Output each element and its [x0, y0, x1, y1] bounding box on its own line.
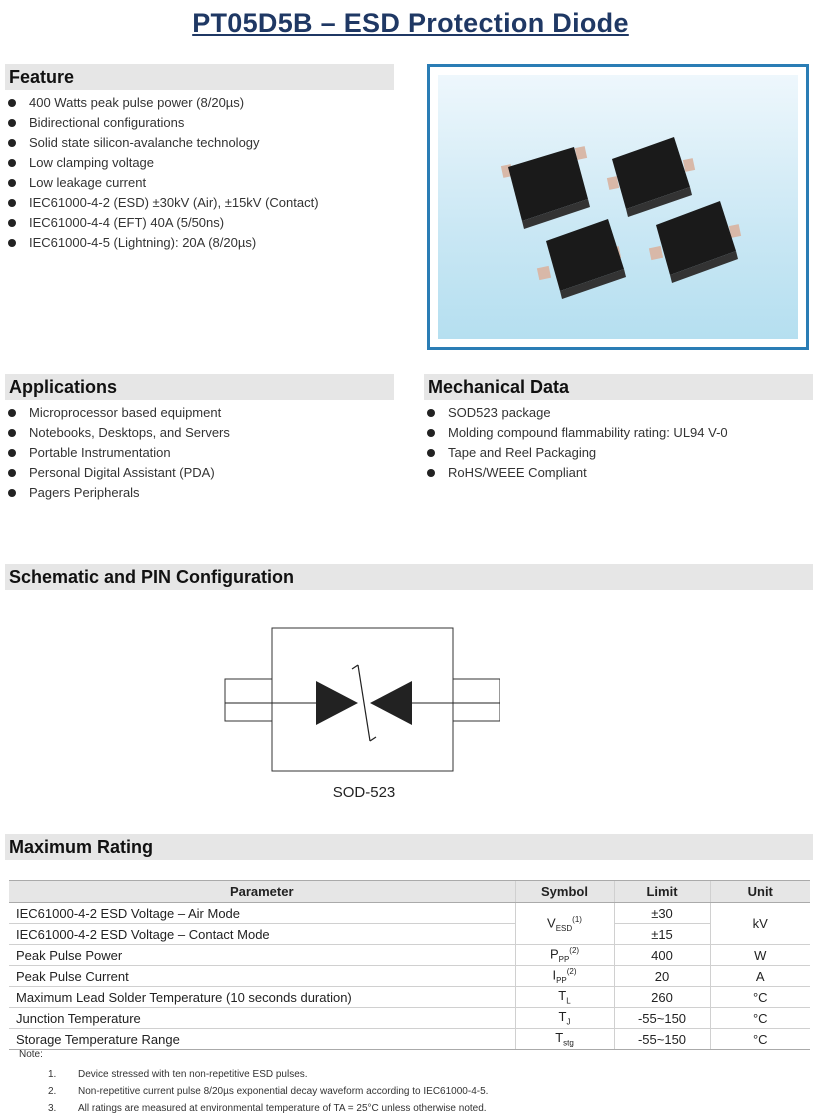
table-row [9, 987, 810, 1008]
note-item: 2. Non-repetitive current pulse 8/20µs exponential decay waveform according to IEC61000-4-5. [48, 1086, 489, 1097]
column-header: Symbol [515, 881, 614, 903]
tvs-bar [358, 665, 370, 741]
unit-cell: A [710, 966, 810, 987]
unit-cell: °C [710, 1008, 810, 1029]
table-header-row [9, 881, 810, 903]
param-cell: Peak Pulse Power [9, 945, 515, 966]
param-cell: Storage Temperature Range [9, 1029, 515, 1050]
limit-cell: 20 [614, 966, 710, 987]
list-item: Pagers Peripherals [5, 483, 405, 503]
notes-list [48, 1066, 488, 1117]
table-row [9, 945, 810, 966]
list-item: IEC61000-4-4 (EFT) 40A (5/50ns) [5, 213, 405, 233]
list-item: IEC61000-4-2 (ESD) ±30kV (Air), ±15kV (Contact) [5, 193, 405, 213]
limit-cell: ±30 [614, 903, 710, 924]
note-item: 1. Device stressed with ten non-repetitive ESD pulses. [48, 1069, 308, 1080]
list-item: Bidirectional configurations [5, 113, 405, 133]
max-rating-heading: Maximum Rating [5, 834, 813, 860]
chip-1 [501, 146, 590, 229]
applications-list [5, 403, 405, 503]
list-item: RoHS/WEEE Compliant [424, 463, 814, 483]
list-item: Low leakage current [5, 173, 405, 193]
param-cell: Peak Pulse Current [9, 966, 515, 987]
pin-left [225, 679, 272, 721]
limit-cell: -55~150 [614, 1029, 710, 1050]
unit-cell: °C [710, 1029, 810, 1050]
limit-cell: -55~150 [614, 1008, 710, 1029]
unit-cell: °C [710, 987, 810, 1008]
unit-cell: kV [710, 903, 810, 945]
chip-2 [607, 137, 695, 217]
diode-left-icon [316, 681, 358, 725]
pin-right [453, 679, 500, 721]
list-item: Notebooks, Desktops, and Servers [5, 423, 405, 443]
table-row [9, 924, 810, 945]
applications-heading: Applications [5, 374, 394, 400]
list-item: Solid state silicon-avalanche technology [5, 133, 405, 153]
sod523-packages-image [438, 75, 798, 339]
list-item: Tape and Reel Packaging [424, 443, 814, 463]
list-item: Microprocessor based equipment [5, 403, 405, 423]
feature-list [5, 93, 405, 253]
diode-right-icon [370, 681, 412, 725]
symbol-cell: $V_{ESD}^{(1)}$ [515, 903, 614, 945]
list-item: 400 Watts peak pulse power (8/20µs) [5, 93, 405, 113]
mechanical-list [424, 403, 814, 483]
param-cell: IEC61000-4-2 ESD Voltage – Air Mode [9, 903, 515, 924]
symbol-cell: $I_{PP}^{(2)}$ [515, 966, 614, 987]
schematic-heading: Schematic and PIN Configuration [5, 564, 813, 590]
symbol-cell: $P_{PP}^{(2)}$ [515, 945, 614, 966]
unit-cell: W [710, 945, 810, 966]
table-row [9, 1029, 810, 1050]
notes-title: Note: [19, 1049, 43, 1060]
column-header: Parameter [9, 881, 515, 903]
schematic-diagram [224, 627, 500, 777]
table-row [9, 903, 810, 924]
document-title: PT05D5B – ESD Protection Diode [192, 8, 629, 38]
product-photo [427, 64, 809, 350]
list-item: IEC61000-4-5 (Lightning): 20A (8/20µs) [5, 233, 405, 253]
package-outline [272, 628, 453, 771]
list-item: Portable Instrumentation [5, 443, 405, 463]
symbol-cell: $T_{stg}$ [515, 1029, 614, 1050]
symbol-cell: $T_L$ [515, 987, 614, 1008]
column-header: Unit [710, 881, 810, 903]
list-item: SOD523 package [424, 403, 814, 423]
max-rating-table [9, 880, 810, 1050]
note-item: 3. All ratings are measured at environmental temperature of TA = 25°C unless otherwise noted. [48, 1103, 487, 1114]
param-cell: IEC61000-4-2 ESD Voltage – Contact Mode [9, 924, 515, 945]
limit-cell: ±15 [614, 924, 710, 945]
table-row [9, 1008, 810, 1029]
limit-cell: 260 [614, 987, 710, 1008]
list-item: Molding compound flammability rating: UL94 V-0 [424, 423, 814, 443]
param-cell: Maximum Lead Solder Temperature (10 seconds duration) [9, 987, 515, 1008]
package-label: SOD-523 [332, 784, 396, 801]
list-item: Personal Digital Assistant (PDA) [5, 463, 405, 483]
table-row [9, 966, 810, 987]
feature-heading: Feature [5, 64, 394, 90]
chip-3 [537, 219, 626, 299]
column-header: Limit [614, 881, 710, 903]
mechanical-heading: Mechanical Data [424, 374, 813, 400]
param-cell: Junction Temperature [9, 1008, 515, 1029]
chip-4 [649, 201, 741, 283]
list-item: Low clamping voltage [5, 153, 405, 173]
limit-cell: 400 [614, 945, 710, 966]
symbol-cell: $T_J$ [515, 1008, 614, 1029]
